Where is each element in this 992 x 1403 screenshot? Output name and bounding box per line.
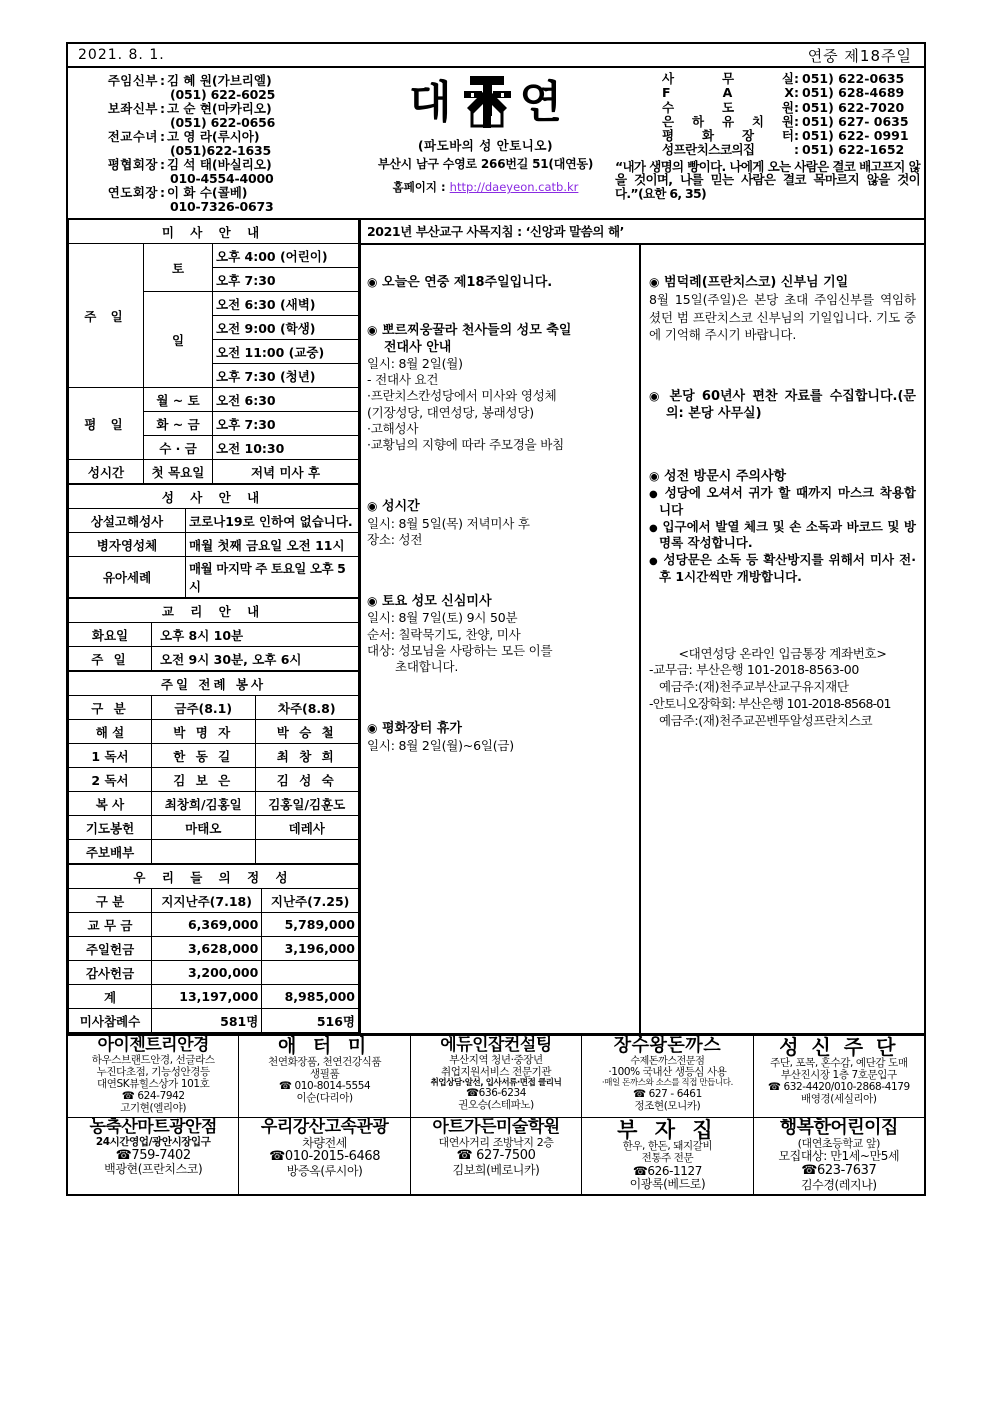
staff-role: 연도회장: [107, 185, 158, 200]
announcement-subheading: 전대사 안내: [384, 339, 452, 355]
holy-hour-label: 성시간: [69, 460, 144, 484]
ad-line: 부산진시장 1층 7호문입구: [780, 1068, 897, 1081]
ad-phone: ☎636-6234: [466, 1087, 527, 1100]
contact-row: [615, 101, 920, 115]
contact-number: 051) 622-7020: [802, 99, 905, 115]
ad-item[interactable]: [582, 1118, 753, 1195]
ad-line: ·100% 국내산 생등심 사용: [608, 1066, 727, 1079]
staff-phone: 010-4554-4000: [170, 171, 274, 186]
schedule-column: [68, 220, 361, 1033]
announcement-heading: [367, 721, 633, 737]
ad-line: 취업지원서비스 전문기관: [440, 1065, 552, 1078]
offering-table: [68, 864, 359, 1033]
logo-text-first: 대: [408, 77, 452, 128]
announcement-heading-text: 성시간: [382, 499, 420, 515]
spacer: [367, 681, 633, 721]
ad-line: 모집대상: 만1세~만5세: [778, 1149, 900, 1164]
announcement-heading-text: 오늘은 연중 제18주일입니다.: [382, 275, 553, 290]
announcement-60-year-history: [649, 389, 916, 423]
liturgy-service-title: 주일 전례 봉사: [69, 672, 359, 696]
liturgy-col-label: 구 분: [69, 696, 152, 720]
announcement-heading: [367, 275, 633, 291]
ad-phone: ☎ 627-7500: [456, 1148, 536, 1164]
liturgy-person: 김홍일/김훈도: [255, 792, 359, 816]
mass-guide-title: 미 사 안 내: [69, 220, 359, 244]
colon: :: [794, 99, 799, 115]
ad-line: 차량전세: [302, 1135, 347, 1150]
precaution-item: [649, 552, 916, 586]
bank-line: -안토니오장학회: 부산은행 101-2018-8568-01: [649, 696, 891, 712]
contact-number: 051) 622-1652: [802, 142, 905, 158]
liturgy-role: 주보배부: [69, 840, 152, 864]
offering-category: 주일헌금: [69, 937, 152, 961]
logo-text-second: 연: [519, 77, 563, 128]
weekday-days: 수 · 금: [144, 436, 213, 460]
precaution-item: [649, 519, 916, 553]
offering-amount: 3,628,000: [152, 937, 262, 961]
contact-label: F A X: [662, 85, 794, 101]
announcement-heading: [649, 389, 916, 423]
contact-number: 051) 627- 0635: [802, 113, 909, 129]
offering-category: 감사헌금: [69, 961, 152, 985]
announcement-heading-text: 본당 60년사 편찬 자료를 수집합니다.(문의: 본당 사무실): [666, 389, 916, 421]
announcement-line: 일시: 8월 7일(토) 9시 50분: [367, 610, 518, 626]
bullet-icon: ◉: [649, 275, 660, 289]
staff-phone: (051)622-1635: [170, 143, 271, 158]
ad-business-name: 에듀인잡컨설팅: [440, 1036, 552, 1055]
ad-contact-person: 김보희(베로니카): [452, 1162, 540, 1177]
offering-col-label: 구 분: [69, 889, 152, 913]
announcement-church-visit-precautions: [649, 469, 916, 586]
ad-business-name: 아트가든미술학원: [432, 1117, 560, 1137]
mass-time: 오후 7:30: [213, 412, 359, 436]
liturgy-role: 2 독서: [69, 768, 152, 792]
ad-line: 부산지역 청년·중장년: [449, 1053, 543, 1066]
announcement-peace-market-holiday: [367, 721, 633, 754]
patron-saint: (파도바의 성 안토니오): [417, 138, 554, 153]
ad-line: 주단, 포목, 혼수감, 예단감 도매: [770, 1057, 908, 1069]
contact-row: [615, 129, 920, 143]
bank-line: 예금주:(재)천주교부산교구유지재단: [659, 679, 849, 695]
announcement-line: ·고해성사: [367, 420, 419, 436]
announcement-line: 초대합니다.: [395, 659, 459, 674]
ad-phone: ☎ 010-8014-5554: [278, 1079, 371, 1092]
bank-line: -교무금: 부산은행 101-2018-8563-00: [649, 662, 860, 678]
announcement-heading: [367, 594, 633, 610]
announcement-heading: [649, 469, 916, 485]
staff-phone: (051) 622-0656: [170, 115, 276, 130]
colon: :: [794, 71, 799, 86]
sacrament-value: 매월 첫째 금요일 오전 11시: [186, 533, 359, 557]
doctrine-value: 오후 8시 10분: [152, 623, 359, 647]
sunday-group-label: 주 일: [69, 244, 144, 388]
liturgy-person: 박 승 철: [255, 720, 359, 744]
announcement-holy-hour: [367, 499, 633, 548]
dot-bullet-icon: ●: [649, 522, 658, 534]
weekday-group-label: 평 일: [69, 388, 144, 460]
spacer: [649, 349, 916, 389]
staff-role: 평협회장: [107, 157, 158, 172]
contact-row: [615, 143, 920, 157]
announcement-line: 대상: 성모님을 사랑하는 모든 이를: [367, 642, 553, 658]
dot-bullet-icon: ●: [649, 489, 660, 501]
announcement-heading: [649, 275, 916, 291]
sacrament-label: 병자영성체: [69, 533, 186, 557]
ad-line: (대연초등학교 앞): [797, 1136, 881, 1150]
ad-item[interactable]: [68, 1118, 239, 1195]
staff-row: [72, 130, 356, 144]
announcement-heading-text: 성전 방문시 주의사항: [664, 468, 787, 484]
precaution-text: 성당에 오셔서 귀가 할 때까지 마스크 착용합니다: [659, 485, 916, 517]
bullet-icon: ◉: [649, 468, 660, 483]
staff-role: 주임신부: [107, 73, 158, 88]
header-top-bar: [68, 44, 924, 68]
offering-amount: 3,200,000: [152, 961, 262, 985]
contact-row: [615, 115, 920, 129]
contact-label: 사 무 실: [662, 71, 794, 86]
announcement-columns: [361, 245, 924, 1033]
liturgy-person: [152, 840, 256, 864]
bullet-icon: ◉: [367, 594, 378, 608]
announcement-line: ·프란치스칸성당에서 미사와 영성체: [367, 388, 557, 404]
sacrament-guide-table: [68, 484, 359, 598]
contact-label: 은 하 유 치 원: [662, 113, 794, 129]
ad-business-name: 성 신 주 단: [779, 1036, 899, 1059]
liturgical-sunday-label: 연중 제18주일: [807, 46, 912, 65]
ad-phone: ☎010-2015-6468: [269, 1149, 381, 1165]
liturgy-role: 해 설: [69, 720, 152, 744]
scripture-verse: “내가 생명의 빵이다. 나에게 오는 사람은 결코 배고프지 않을 것이며, 나를 믿는 사람은 결코 목마르지 않을 것이다.”(요한 6, 35): [615, 158, 920, 201]
colon: :: [160, 73, 165, 88]
attendance-count: 581명: [152, 1009, 262, 1033]
ad-item[interactable]: [754, 1118, 924, 1195]
sacrament-value: 매월 마지막 주 토요일 오후 5시: [186, 557, 359, 598]
announcement-line: 순서: 칠락묵기도, 찬양, 미사: [367, 626, 521, 642]
mass-guide-table: [68, 220, 359, 484]
offering-title: 우 리 들 의 정 성: [69, 865, 359, 889]
offering-amount: [262, 961, 359, 985]
staff-row: [72, 102, 356, 116]
weekday-days: 화 ~ 금: [144, 412, 213, 436]
ad-contact-person: 고기현(엘리야): [120, 1101, 187, 1114]
offering-total: 13,197,000: [152, 985, 262, 1009]
announcement-body: 8월 15일(주일)은 본당 초대 주임신부를 역임하셨던 범 프란치스코 신부님의 기일입니다. 기도 중에 기억해 주시기 바랍니다.: [649, 292, 916, 342]
mass-time: 오후 4:00 (어린이): [213, 244, 359, 268]
offering-col-week-before-last: 지지난주(7.18): [152, 889, 262, 913]
holy-hour-days: 첫 목요일: [144, 460, 213, 484]
ad-contact-person: 배영경(세실리아): [801, 1092, 877, 1105]
advertisement-section: [68, 1033, 924, 1194]
doctrine-guide-title: 교 리 안 내: [69, 599, 359, 623]
ad-business-name: 장수왕돈까스: [613, 1036, 722, 1056]
contact-number: 051) 622-0635: [802, 71, 905, 86]
holy-hour-time: 저녁 미사 후: [213, 460, 359, 484]
announcement-line: 일시: 8월 2일(월)~6일(금): [367, 737, 514, 753]
ad-business-name: 행복한어린이집: [779, 1117, 898, 1138]
ad-line: 대연SK뷰힐스상가 101호: [96, 1077, 210, 1090]
homepage-link[interactable]: http://daeyeon.catb.kr: [449, 180, 579, 194]
ad-item[interactable]: [411, 1118, 582, 1195]
pastoral-guideline-banner: 2021년 부산교구 사목지침 : ‘신앙과 말씀의 해’: [361, 220, 924, 245]
staff-role: 보좌신부: [107, 101, 158, 116]
announcement-line: ·교황님의 지향에 따라 주모경을 바침: [367, 437, 564, 452]
liturgy-role: 1 독서: [69, 744, 152, 768]
doctrine-value: 오전 9시 30분, 오후 6시: [152, 647, 359, 671]
liturgy-person: 한 동 길: [152, 744, 256, 768]
ad-row-2: [68, 1118, 924, 1195]
ad-contact-person: 정조현(모니카): [634, 1099, 701, 1112]
dot-bullet-icon: ●: [649, 556, 659, 568]
homepage-label: 홈페이지 :: [392, 180, 446, 194]
announcement-heading: [367, 323, 633, 339]
announcement-heading-text: 뽀르찌웅꿀라 천사들의 성모 축일: [382, 323, 572, 339]
contact-number: 051) 622- 0991: [802, 128, 909, 143]
contact-row: [615, 72, 920, 86]
doctrine-label: 화요일: [69, 623, 152, 647]
doctrine-label: 주 일: [69, 647, 152, 671]
announcement-line: 일시: 8월 2일(월): [367, 355, 463, 371]
parish-address: 부산시 남구 수영로 266번길 51(대연동): [377, 157, 594, 171]
liturgy-person: 최 창 희: [255, 744, 359, 768]
offering-amount: 5,789,000: [262, 913, 359, 937]
bank-account-info: [649, 646, 916, 730]
mass-time: 오후 7:30 (청년): [213, 364, 359, 388]
precaution-text: 입구에서 발열 체크 및 손 소독과 바코드 및 방명록 작성합니다.: [659, 518, 916, 551]
main-content: [68, 220, 924, 1033]
liturgy-col-this-week: 금주(8.1): [152, 696, 256, 720]
ad-item[interactable]: [68, 1036, 239, 1117]
ad-business-name: 우리강산고속관광: [260, 1117, 389, 1137]
weekday-days: 월 ~ 토: [144, 388, 213, 412]
ad-line: 24시간영업/광안시장입구: [95, 1135, 211, 1148]
offering-amount: 3,196,000: [262, 937, 359, 961]
announcement-heading-text: 평화장터 휴가: [382, 721, 462, 737]
ad-item[interactable]: [239, 1036, 410, 1117]
ad-item[interactable]: [411, 1036, 582, 1117]
ad-line: 전통주 전문: [641, 1151, 694, 1164]
colon: :: [794, 85, 799, 101]
spacer: [367, 249, 633, 275]
announcement-memorial-day: [649, 275, 916, 343]
liturgy-person: 박 명 자: [152, 720, 256, 744]
ad-phone: ☎759-7402: [115, 1147, 191, 1163]
announcement-line: - 전대사 요건: [367, 372, 439, 387]
spacer: [649, 249, 916, 275]
sacrament-value: 코로나19로 인하여 없습니다.: [186, 509, 359, 533]
spacer: [367, 554, 633, 594]
sacrament-label: 유아세례: [69, 557, 186, 598]
colon: :: [160, 101, 165, 116]
announcement-heading: [367, 499, 633, 515]
offering-col-last-week: 지난주(7.25): [262, 889, 359, 913]
announcement-heading-text: 토요 성모 신심미사: [382, 594, 492, 609]
precaution-text: 성당문은 소독 등 확산방지를 위해서 미사 전·후 1시간씩만 개방합니다.: [659, 552, 916, 584]
contact-number: 051) 628-4689: [802, 85, 905, 101]
liturgy-person: 김 보 은: [152, 768, 256, 792]
announcement-line: 장소: 성전: [367, 531, 423, 547]
announcement-heading-text: 범덕례(프란치스코) 신부님 기일: [664, 275, 849, 290]
doctrine-guide-table: [68, 598, 359, 671]
staff-role: 전교수녀: [107, 129, 158, 144]
announcement-line: (기장성당, 대연성당, 봉래성당): [367, 404, 534, 420]
offering-total: 8,985,000: [262, 985, 359, 1009]
ad-contact-person: 이광록(베드로): [629, 1177, 706, 1192]
offering-category: 교 무 금: [69, 913, 152, 937]
offering-total-label: 계: [69, 985, 152, 1009]
bullet-icon: ◉: [367, 721, 378, 736]
colon: :: [160, 129, 165, 144]
announcements-area: [361, 220, 924, 1033]
attendance-count: 516명: [262, 1009, 359, 1033]
ad-item[interactable]: [754, 1036, 924, 1117]
ad-business-name: 애 터 미: [277, 1036, 372, 1057]
ad-line: 하우스브랜드안경, 선글라스: [91, 1053, 215, 1066]
staff-name: 이 화 수(콜베): [167, 185, 248, 200]
liturgy-person: 김 성 숙: [255, 768, 359, 792]
ad-contact-person: 방증옥(루시아): [286, 1164, 363, 1179]
announcement-today: [367, 275, 633, 291]
liturgy-col-next-week: 차주(8.8): [255, 696, 359, 720]
ad-line: 취업상담·알선, 입사서류·면접 클리닉: [430, 1077, 562, 1088]
staff-row: [72, 74, 356, 88]
offering-amount: 6,369,000: [152, 913, 262, 937]
mass-time: 오전 10:30: [213, 436, 359, 460]
mass-time: 오전 11:00 (교중): [213, 340, 359, 364]
spacer: [649, 429, 916, 469]
mass-time: 오전 9:00 (학생): [213, 316, 359, 340]
staff-row: [72, 158, 356, 172]
ad-contact-person: 백광현(프란치스코): [104, 1162, 203, 1177]
ad-phone: ☎ 627 - 6461: [633, 1087, 702, 1100]
parish-logo: [358, 72, 613, 134]
precaution-item: [649, 485, 916, 519]
ad-line: 천연화장품, 천연건강식품: [268, 1055, 382, 1068]
liturgy-person: 마태오: [152, 816, 256, 840]
spacer: [649, 592, 916, 632]
contact-label: 수 도 원: [662, 99, 794, 115]
staff-phone: (051) 622-6025: [170, 87, 276, 102]
bulletin-page: [66, 42, 926, 1196]
staff-name: 고 영 라(루시아): [167, 129, 260, 144]
liturgy-person: 데레사: [255, 816, 359, 840]
ad-phone: ☎626-1127: [632, 1163, 702, 1178]
contact-list: [613, 68, 924, 218]
staff-name: 고 순 현(마카리오): [167, 101, 272, 116]
colon: :: [794, 128, 799, 143]
contact-label: 평 화 장 터: [662, 128, 794, 143]
announcement-line: 일시: 8월 5일(목) 저녁미사 후: [367, 515, 530, 531]
bank-line: 예금주:(재)천주교꼰벤뚜알성프란치스코: [659, 713, 873, 729]
spacer: [367, 459, 633, 499]
ad-line: 누진다초점, 기능성안경등: [96, 1065, 210, 1078]
sacrament-label: 상설고해성사: [69, 509, 186, 533]
staff-row: [72, 186, 356, 200]
bullet-icon: ◉: [649, 389, 663, 403]
saturday-label: 토: [144, 244, 213, 292]
announcements-right-column: [641, 245, 924, 1033]
parish-staff-list: [68, 68, 358, 218]
ad-contact-person: 이순(다리아): [296, 1091, 353, 1104]
parish-identity: [358, 68, 613, 218]
ad-phone: ☎ 624-7942: [121, 1089, 185, 1102]
liturgy-role: 기도봉헌: [69, 816, 152, 840]
liturgy-service-table: [68, 671, 359, 864]
ad-line: 생필품: [309, 1067, 340, 1080]
ad-item[interactable]: [582, 1036, 753, 1117]
attendance-label: 미사참례수: [69, 1009, 152, 1033]
ad-line: 한우, 한돈, 돼지갈비: [622, 1139, 713, 1152]
liturgy-role: 복 사: [69, 792, 152, 816]
ad-business-name: 부 자 집: [617, 1117, 718, 1142]
ad-contact-person: 김수경(레지나): [800, 1177, 877, 1192]
staff-name: 김 석 태(바실리오): [167, 157, 272, 172]
colon: :: [794, 113, 799, 129]
spacer: [649, 632, 916, 646]
ad-phone: ☎623-7637: [801, 1162, 877, 1178]
mass-time: 오전 6:30: [213, 388, 359, 412]
ad-line: 수제돈까스전문점: [630, 1055, 705, 1067]
bullet-icon: ◉: [367, 499, 378, 514]
sacrament-guide-title: 성 사 안 내: [69, 485, 359, 509]
announcement-portiuncula: [367, 323, 633, 453]
spacer: [367, 297, 633, 323]
ad-business-name: 농축산마트광안점: [89, 1117, 217, 1137]
announcement-saturday-marian-mass: [367, 594, 633, 675]
sunday-label: 일: [144, 292, 213, 388]
ad-contact-person: 권오승(스테파노): [458, 1099, 534, 1112]
liturgy-person: 최창희/김홍일: [152, 792, 256, 816]
homepage-row: [358, 179, 613, 195]
bullet-icon: ◉: [367, 275, 378, 289]
staff-phone: 010-7326-0673: [170, 199, 274, 214]
ad-business-name: 아이젠트리안경: [97, 1036, 209, 1055]
colon: :: [160, 185, 165, 200]
ad-row-1: [68, 1036, 924, 1118]
ad-line: ·매일 돈까스와 소스를 직접 만듭니다.: [601, 1078, 733, 1089]
colon: :: [794, 142, 799, 158]
contact-label: 성프란치스코의집: [662, 142, 755, 158]
liturgy-person: [255, 840, 359, 864]
mass-time: 오후 7:30: [213, 268, 359, 292]
ad-item[interactable]: [239, 1118, 410, 1195]
ad-line: 대연사거리 조방낙지 2층: [438, 1135, 554, 1149]
church-cross-emblem-icon: [454, 74, 518, 132]
bulletin-date: 2021. 8. 1.: [78, 47, 165, 63]
contact-row: [615, 86, 920, 100]
header-body: [68, 68, 924, 220]
bullet-icon: ◉: [367, 323, 378, 338]
announcements-middle-column: [361, 245, 641, 1033]
ad-phone: ☎ 632-4420/010-2868-4179: [767, 1080, 910, 1093]
bank-title: <대연성당 온라인 입금통장 계좌번호>: [678, 645, 887, 661]
colon: :: [160, 157, 165, 172]
staff-name: 김 혜 원(가브리엘): [167, 73, 272, 88]
mass-time: 오전 6:30 (새벽): [213, 292, 359, 316]
